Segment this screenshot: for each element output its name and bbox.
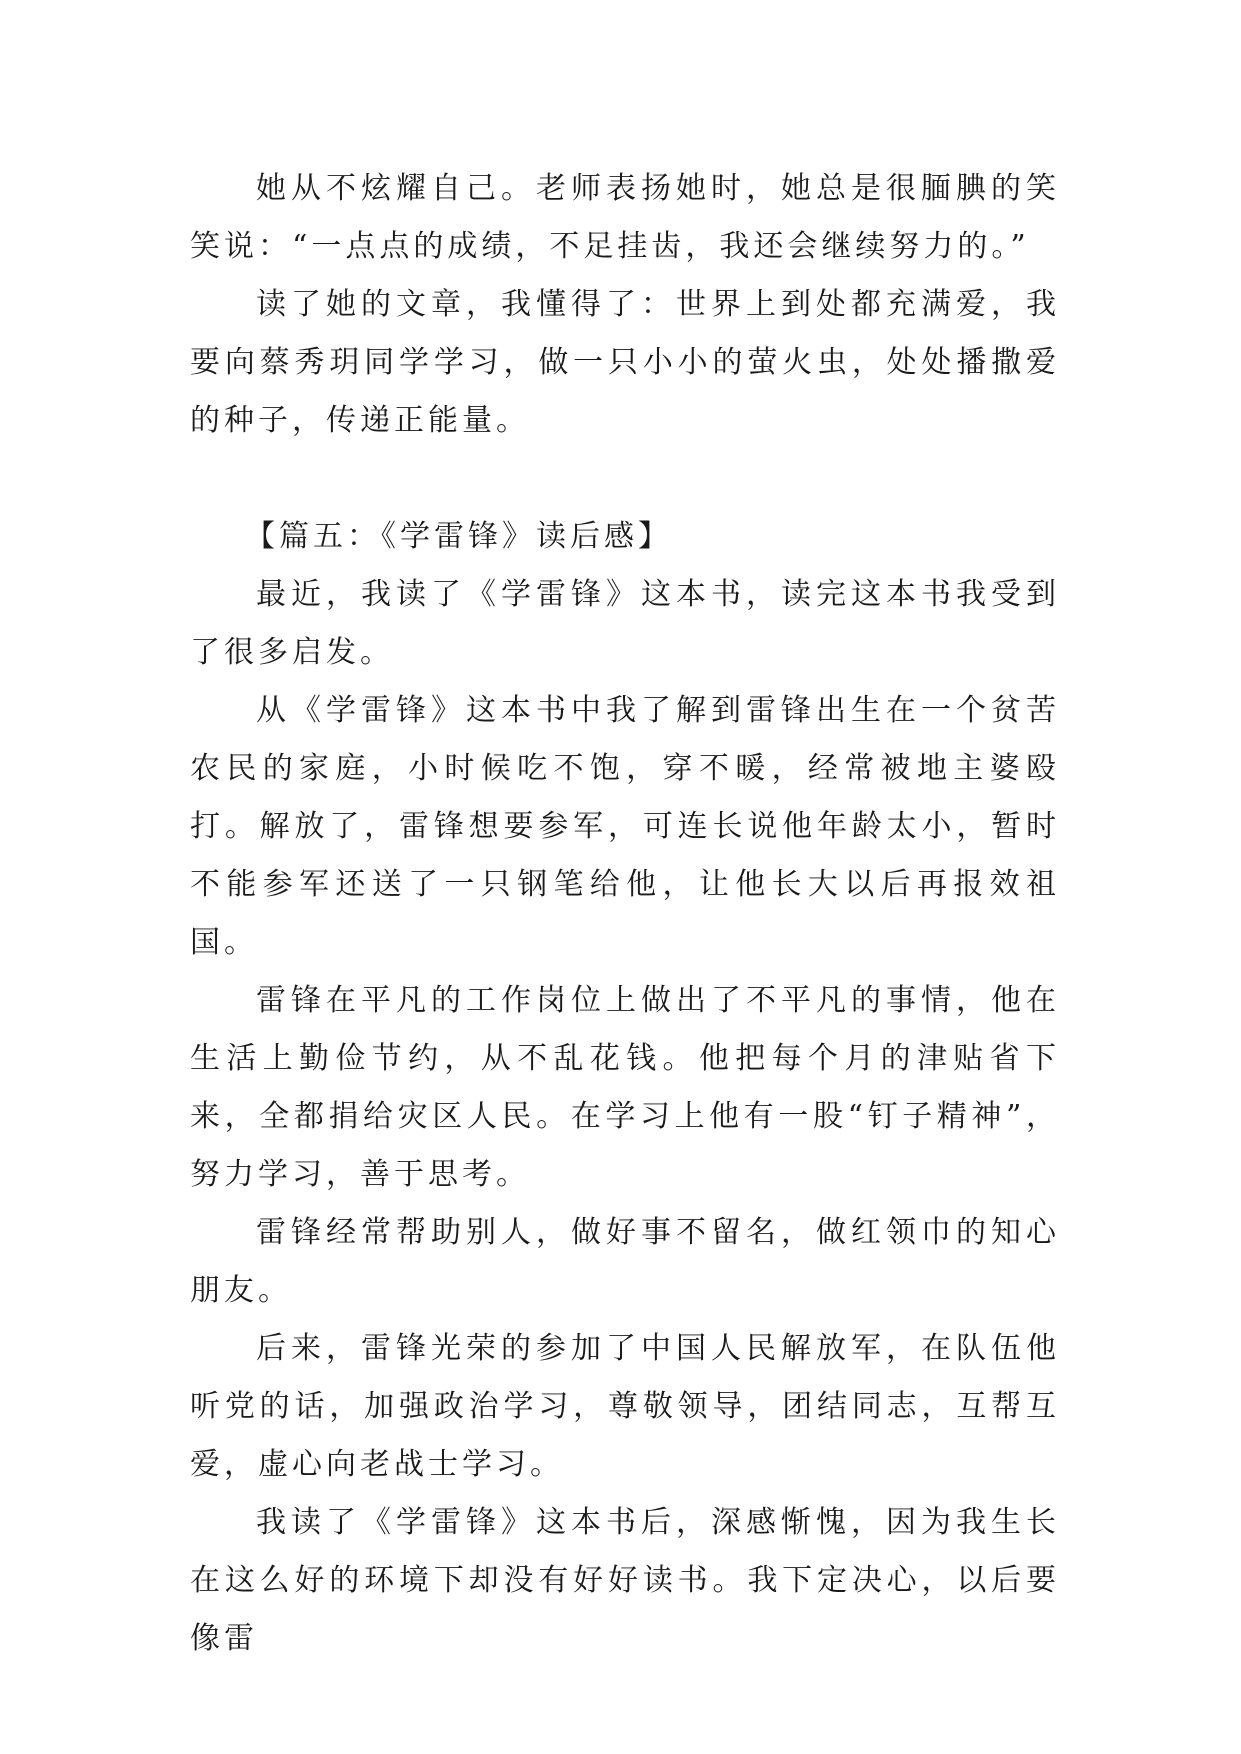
paragraph: 最近，我读了《学雷锋》这本书，读完这本书我受到了很多启发。 [190, 577, 1060, 670]
paragraph: 她从不炫耀自己。老师表扬她时，她总是很腼腆的笑笑说：“一点点的成绩，不足挂齿，我还会继续努力的。” [190, 171, 1060, 264]
paragraph: 我读了《学雷锋》这本书后，深感惭愧，因为我生长在这么好的环境下却没有好好读书。我下定决心，以后要像雷 [190, 1505, 1060, 1656]
paragraph: 雷锋经常帮助别人，做好事不留名，做红领巾的知心朋友。 [190, 1215, 1060, 1308]
document-body [190, 160, 1060, 1668]
paragraph: 从《学雷锋》这本书中我了解到雷锋出生在一个贫苦农民的家庭，小时候吃不饱，穿不暖，经常被地主婆殴打。解放了，雷锋想要参军，可连长说他年龄太小，暂时不能参军还送了一只钢笔给他，让他长大以后再报效祖国。 [190, 693, 1060, 960]
paragraph: 读了她的文章，我懂得了：世界上到处都充满爱，我要向蔡秀玥同学学习，做一只小小的萤火虫，处处播撒爱的种子，传递正能量。 [190, 287, 1060, 438]
section-gap [190, 450, 1060, 508]
paragraph: 后来，雷锋光荣的参加了中国人民解放军，在队伍他听党的话，加强政治学习，尊敬领导，团结同志，互帮互爱，虚心向老战士学习。 [190, 1331, 1060, 1482]
section-heading: 【篇五：《学雷锋》读后感】 [245, 519, 672, 554]
paragraph: 雷锋在平凡的工作岗位上做出了不平凡的事情，他在生活上勤俭节约，从不乱花钱。他把每个月的津贴省下来，全都捐给灾区人民。在学习上他有一股“钉子精神”，努力学习，善于思考。 [190, 983, 1060, 1192]
